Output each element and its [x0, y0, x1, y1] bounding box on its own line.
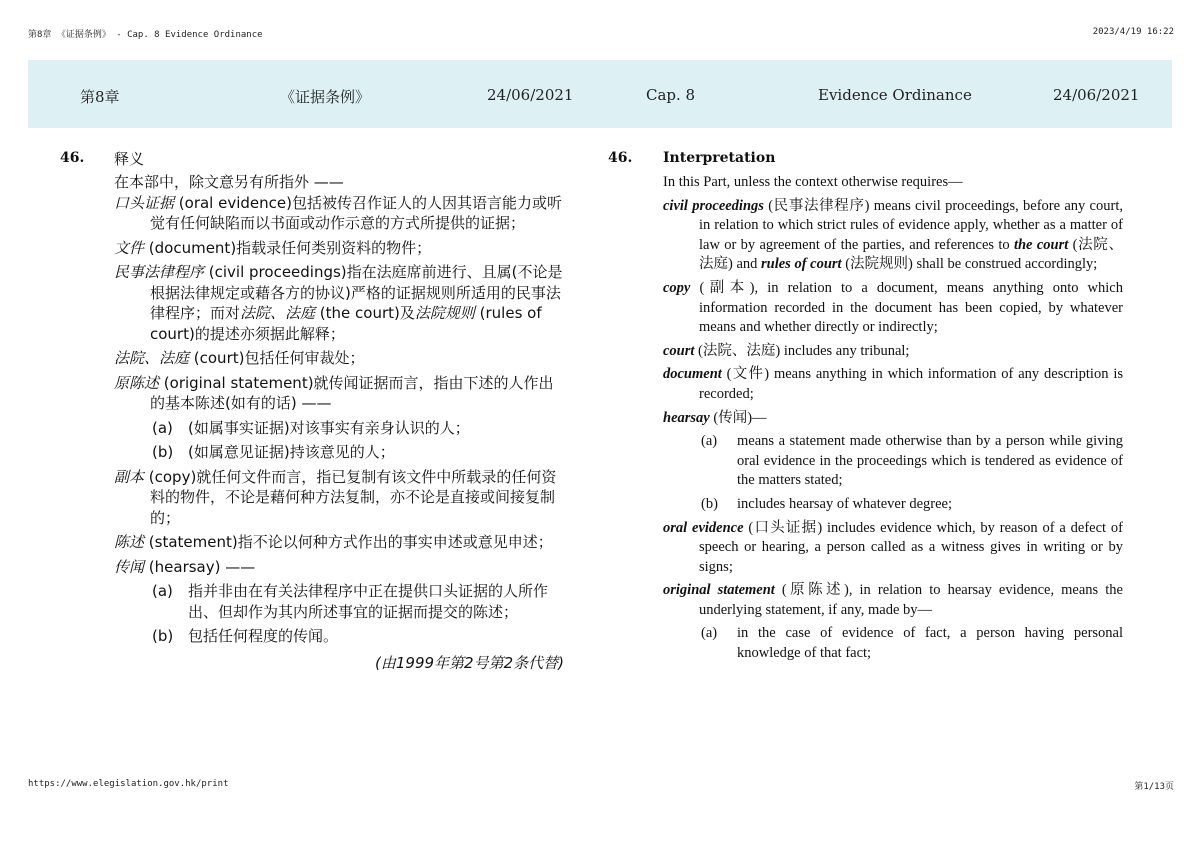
- en-version-date: 24/06/2021: [1053, 86, 1140, 104]
- en-definition: [663, 519, 1123, 578]
- en-definition-text: (法院、法庭) and: [699, 236, 1123, 273]
- zh-term: 法院、法庭: [240, 304, 316, 322]
- en-definition: [663, 409, 1123, 429]
- en-term: court: [663, 342, 695, 359]
- en-intro: In this Part, unless the context otherwise requires—: [663, 174, 963, 190]
- en-definition-text: (口头证据) includes evidence which, by reason of a defect of speech or hearing, a person called as a witness gives in writing or by signs;: [699, 519, 1123, 575]
- en-subitem-label: (b): [701, 495, 718, 512]
- en-subitem-text: includes hearsay of whatever degree;: [737, 495, 952, 512]
- en-definition-text: (民事法律程序) means civil proceedings, before any court, in relation to which strict rules of evidence apply, whether as a matter of law or by agreement of the parties, and references to: [699, 197, 1123, 253]
- en-subitem-label: (a): [701, 433, 718, 450]
- zh-definition: [114, 557, 564, 578]
- en-subitem: [701, 432, 1123, 491]
- en-definition: [663, 279, 1123, 338]
- en-section-title: Interpretation: [663, 150, 776, 166]
- en-chapter-number: Cap. 8: [646, 86, 696, 104]
- zh-definition-text: (statement)指不论以何种方式作出的事实申述或意见申述；: [144, 533, 553, 551]
- zh-subitem-text: 指并非由在有关法律程序中正在提供口头证据的人所作出、但却作为其内所述事宜的证据而提交的陈述；: [188, 582, 549, 621]
- zh-subitem: [152, 581, 564, 622]
- zh-definition: [114, 348, 564, 369]
- zh-definition: [114, 238, 564, 259]
- zh-section-number: 46.: [60, 150, 85, 166]
- zh-ordinance-title: 《证据条例》: [280, 88, 371, 106]
- print-header-title: 第8章 《证据条例》 - Cap. 8 Evidence Ordinance: [28, 30, 263, 40]
- en-ordinance-title: Evidence Ordinance: [818, 86, 972, 104]
- en-definition-text: (原陈述), in relation to hearsay evidence, means the underlying statement, if any, made by—: [699, 582, 1123, 618]
- zh-definition-text: (the court)及: [315, 304, 415, 322]
- zh-definition: [114, 467, 564, 529]
- en-subitem: [701, 495, 1123, 515]
- en-subitem-label: (a): [701, 625, 718, 642]
- zh-definition: [114, 373, 564, 414]
- print-header-timestamp: 2023/4/19 16:22: [1092, 27, 1174, 37]
- en-definition: [663, 581, 1123, 620]
- zh-definition: [114, 532, 564, 553]
- en-definition: [663, 342, 1123, 362]
- zh-subitem-label: (a): [152, 418, 173, 437]
- zh-term: 陈述: [114, 533, 145, 551]
- en-definition-text: (文件) means anything in which information of any description is recorded;: [699, 366, 1123, 402]
- zh-subitem-text: 包括任何程度的传闻。: [188, 627, 339, 645]
- zh-definition-text: (civil proceedings)指在法庭席前进行、且属(不论是根据法律规定或藉各方的协议)严格的证据规则所适用的民事法律程序；而对: [150, 263, 563, 322]
- zh-term: 文件: [114, 238, 145, 257]
- zh-term: 传闻: [114, 557, 145, 576]
- zh-definition: [114, 193, 564, 234]
- en-term: copy: [663, 279, 691, 296]
- chapter-banner: [28, 60, 1172, 128]
- zh-subitem-text: (如属意见证据)持该意见的人；: [188, 443, 395, 461]
- en-subitem-text: means a statement made otherwise than by a person while giving oral evidence in the proceedings which is tendered as evidence of the matters stated;: [737, 433, 1123, 489]
- en-term: document: [663, 366, 722, 383]
- zh-term: 法院、法庭: [114, 349, 190, 367]
- zh-definition-text: (rules of court)的提述亦须据此解释；: [150, 304, 542, 343]
- zh-chapter-number: 第8章: [80, 88, 120, 106]
- zh-subitem: [152, 442, 564, 463]
- zh-term: 口头证据: [114, 193, 175, 212]
- zh-definition-text: (court)包括任何审裁处；: [189, 349, 365, 367]
- en-term: hearsay: [663, 409, 710, 426]
- zh-definition: [114, 262, 564, 344]
- zh-subitem: [152, 626, 564, 647]
- zh-subitem-label: (b): [152, 627, 174, 645]
- en-definition-text: (传闻)—: [709, 409, 767, 426]
- en-subitem-text: in the case of evidence of fact, a person having personal knowledge of that fact;: [737, 625, 1123, 662]
- zh-definition-text: (original statement)就传闻证据而言，指由下述的人作出的基本陈述(如有的话) ——: [150, 373, 554, 412]
- print-footer-url[interactable]: https://www.elegislation.gov.hk/print: [28, 779, 229, 789]
- en-term: oral evidence: [663, 519, 744, 536]
- zh-definition-text: (copy)就任何文件而言，指已复制有该文件中所载录的任何资料的物件，不论是藉何种方法复制，亦不论是直接或间接复制的；: [144, 467, 557, 527]
- zh-definition-text: (document)指载录任何类别资料的物件；: [144, 238, 432, 257]
- en-definition-text: (法院、法庭) includes any tribunal;: [694, 342, 910, 359]
- en-definition-text: (副本), in relation to a document, means anything onto which information recorded in the document has been copied, by whatever means and whether directly or indirectly;: [690, 279, 1123, 336]
- en-term: the court: [1013, 236, 1069, 253]
- zh-version-date: 24/06/2021: [487, 86, 574, 104]
- zh-intro: 在本部中，除文意另有所指外 ——: [114, 173, 344, 191]
- zh-term: 民事法律程序: [114, 263, 205, 281]
- zh-section-title: 释义: [114, 150, 145, 168]
- zh-term: 法院规则: [414, 304, 475, 322]
- en-term: rules of court: [761, 256, 842, 273]
- en-definition-text: (法院规则) shall be construed accordingly;: [841, 256, 1098, 273]
- en-definition: [663, 365, 1123, 404]
- zh-definition-text: (oral evidence)包括被传召作证人的人因其语言能力或听觉有任何缺陷而以书面或动作示意的方式所提供的证据；: [150, 193, 562, 232]
- zh-subitem-text: (如属事实证据)对该事实有亲身认识的人；: [188, 418, 470, 437]
- zh-section-body: [114, 172, 564, 673]
- en-term: civil proceedings: [663, 197, 764, 214]
- zh-subitem-label: (a): [152, 582, 173, 600]
- zh-term: 原陈述: [114, 373, 160, 392]
- en-term: original statement: [663, 582, 775, 599]
- en-definition: [663, 197, 1123, 275]
- en-subitem: [701, 624, 1123, 663]
- zh-subitem-label: (b): [152, 443, 174, 461]
- zh-term: 副本: [114, 467, 145, 486]
- en-section-body: [663, 173, 1123, 668]
- zh-definition-text: (hearsay) ——: [144, 557, 256, 576]
- print-footer-page-number: 第1/13页: [1134, 782, 1174, 792]
- zh-amendment-history: (由1999年第2号第2条代替): [375, 653, 564, 672]
- zh-subitem: [152, 418, 564, 439]
- en-section-number: 46.: [608, 150, 633, 166]
